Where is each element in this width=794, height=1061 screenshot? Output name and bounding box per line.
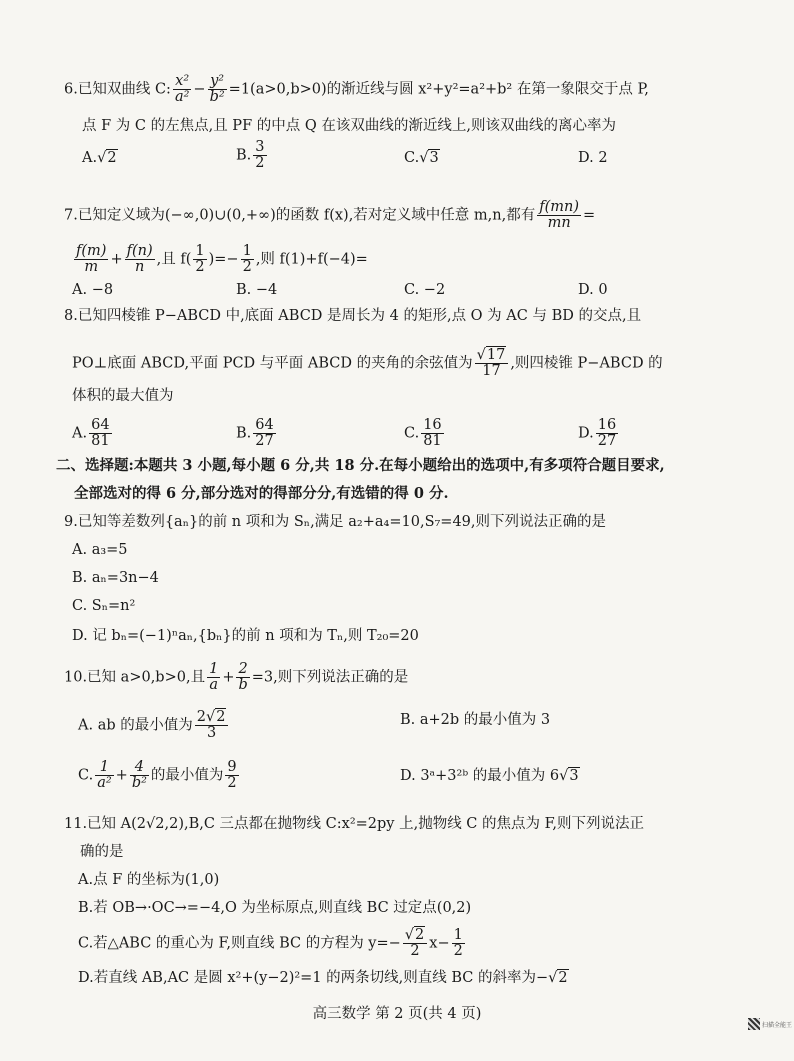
denominator: b² <box>209 89 225 105</box>
numerator: 1 <box>95 760 113 776</box>
radicand: 2 <box>216 709 226 725</box>
denominator: 2 <box>453 943 463 959</box>
denominator: 17 <box>482 363 501 379</box>
q10-option-a <box>78 710 230 741</box>
denominator: 3 <box>206 725 217 741</box>
numerator: 16 <box>423 417 442 433</box>
fraction <box>537 200 581 231</box>
fraction <box>421 418 443 449</box>
numerator: f(mn) <box>539 199 580 215</box>
q6-option-a: A.√2 <box>82 150 117 166</box>
q8-line2 <box>72 348 663 379</box>
coefficient: 2 <box>196 709 206 725</box>
q7-option-c: C. −2 <box>404 282 446 298</box>
option-text: 的最小值为 <box>150 767 224 784</box>
fraction <box>173 74 191 105</box>
option-label: B. <box>236 147 252 164</box>
q11-line2: 确的是 <box>80 844 124 860</box>
q7-option-d: D. 0 <box>578 282 608 298</box>
q11-option-d: D.若直线 AB,AC 是圆 x²+(y−2)²=1 的两条切线,则直线 BC 的斜率为−√2 <box>78 970 568 986</box>
fraction <box>125 244 155 275</box>
numerator: 1 <box>453 927 463 943</box>
q7-text: 7.已知定义域为(−∞,0)∪(0,+∞)的函数 f(x),若对定义域中任意 m,n,都有 <box>64 207 536 224</box>
denominator: b² <box>131 775 147 791</box>
q10-option-b: B. a+2b 的最小值为 3 <box>400 712 551 728</box>
numerator: 4 <box>130 760 149 776</box>
q10-stem <box>64 662 408 693</box>
denominator: 81 <box>423 433 442 449</box>
numerator: f(m) <box>76 243 107 259</box>
plus-sign: + <box>110 251 123 268</box>
q9-option-c: C. Sₙ=n² <box>72 598 136 614</box>
q11-line1: 11.已知 A(2√2,2),B,C 三点都在抛物线 C:x²=2py 上,抛物线 C 的焦点为 F,则下列说法正 <box>64 816 645 832</box>
q8-text: ,则四棱锥 P−ABCD 的 <box>510 355 663 372</box>
q6-option-b <box>236 140 269 171</box>
q7-text: ,且 f( <box>156 251 192 268</box>
option-label: B. <box>236 425 252 442</box>
q8-line3: 体积的最大值为 <box>72 388 174 404</box>
section-2-header: 二、选择题:本题共 3 小题,每小题 6 分,共 18 分.在每小题给出的选项中,有多项符合题目要求, <box>56 457 665 474</box>
q9-option-b: B. aₙ=3n−4 <box>72 570 159 586</box>
numerator: 3 <box>255 139 265 155</box>
option-label: C. <box>78 767 94 784</box>
radicand: 2 <box>558 970 568 986</box>
fraction <box>596 418 618 449</box>
scanner-logo: 扫描全能王 <box>762 1022 793 1029</box>
option-label: C. <box>404 425 420 442</box>
q7-text: )=− <box>208 251 239 268</box>
q6-text: 6.已知双曲线 C: <box>64 81 171 98</box>
fraction: $\frac{√2}{2}$ <box>403 928 427 959</box>
radicand: 3 <box>429 150 439 166</box>
q6-line1: 6.已知双曲线 C: $\frac{\text{x²}}{\text{a²}}$ − $\frac{\text{y²}}{\text{b²}}$ =1(a>0,b>0)的渐近线与圆 x²+y²=a²+b² 在第一象限交于点 P, <box>64 73 649 105</box>
option-label: A. <box>82 150 98 166</box>
q9-option-d: D. 记 bₙ=(−1)ⁿaₙ,{bₙ}的前 n 项和为 Tₙ,则 T₂₀=20 <box>72 628 419 644</box>
q8-line1: 8.已知四棱锥 P−ABCD 中,底面 ABCD 是周长为 4 的矩形,点 O 为 AC 与 BD 的交点,且 <box>64 308 642 324</box>
q6-line2: 点 F 为 C 的左焦点,且 PF 的中点 Q 在该双曲线的渐近线上,则该双曲线的离心率为 <box>82 118 616 134</box>
numerator: 9 <box>227 759 237 775</box>
fraction <box>253 140 266 171</box>
q6-option-d: D. 2 <box>578 150 608 166</box>
q10-option-d: D. 3ᵃ+3²ᵇ 的最小值为 6√3 <box>400 768 579 784</box>
q6-option-c: C.√3 <box>404 150 439 166</box>
denominator: a² <box>97 775 112 791</box>
numerator: 64 <box>91 417 110 433</box>
numerator: 64 <box>255 417 274 433</box>
q10-text: =3,则下列说法正确的是 <box>251 669 409 686</box>
denominator: mn <box>547 215 571 231</box>
q9-option-a: A. a₃=5 <box>72 542 128 558</box>
option-label: D. <box>578 425 594 442</box>
fraction <box>74 244 108 275</box>
fraction <box>208 74 227 105</box>
denominator: a² <box>174 89 190 105</box>
q7-option-a: A. −8 <box>72 282 114 298</box>
q10-option-c: C. $\frac{1}{\text{a²}}$ + $\frac{4}{\text{b²}}$ 的最小值为 $\frac{9}{2}$ <box>78 759 237 791</box>
fraction <box>241 244 254 275</box>
denominator: n <box>134 259 145 275</box>
q11-option-a: A.点 F 的坐标为(1,0) <box>78 872 220 888</box>
option-text: C.若△ABC 的重心为 F,则直线 BC 的方程为 y=− <box>78 935 401 952</box>
fraction <box>452 928 465 959</box>
option-text: D.若直线 AB,AC 是圆 x²+(y−2)²=1 的两条切线,则直线 BC 的斜率为− <box>78 970 549 986</box>
fraction <box>236 662 249 693</box>
denominator: 81 <box>91 433 110 449</box>
fraction: $\frac{2√2}{3}$ <box>195 710 229 741</box>
fraction <box>95 760 113 791</box>
fraction: $\frac{√17}{17}$ <box>475 348 509 379</box>
numerator: 1 <box>209 661 219 677</box>
q9-stem: 9.已知等差数列{aₙ}的前 n 项和为 Sₙ,满足 a₂+a₄=10,S₇=49,则下列说法正确的是 <box>64 514 607 530</box>
q8-option-c <box>404 418 446 449</box>
fraction <box>130 760 149 791</box>
denominator: 2 <box>242 259 252 275</box>
q7-line1 <box>64 200 595 231</box>
numerator: 2 <box>236 662 249 678</box>
denominator: 27 <box>597 433 617 449</box>
q6-text: =1(a>0,b>0)的渐近线与圆 x²+y²=a²+b² 在第一象限交于点 P, <box>228 81 649 98</box>
numerator: 16 <box>597 417 617 433</box>
radicand: 2 <box>107 150 117 166</box>
q8-option-d <box>578 418 620 449</box>
denominator: m <box>84 259 99 275</box>
fraction <box>89 418 111 449</box>
q11-option-b: B.若 OB→·OC→=−4,O 为坐标原点,则直线 BC 过定点(0,2) <box>78 900 472 916</box>
fraction <box>225 760 238 791</box>
numerator: 1 <box>242 243 252 259</box>
numerator: 1 <box>195 243 205 259</box>
denominator: b <box>238 677 248 693</box>
option-text: D. 3ᵃ+3²ᵇ 的最小值为 6 <box>400 768 560 784</box>
fraction <box>193 244 206 275</box>
q11-option-c <box>78 928 467 959</box>
qr-code-icon <box>748 1018 760 1030</box>
page-footer: 高三数学 第 2 页(共 4 页) <box>312 1006 482 1022</box>
q10-text: 10.已知 a>0,b>0,且 <box>64 669 206 686</box>
denominator: 2 <box>410 943 420 959</box>
denominator: 2 <box>227 775 237 791</box>
q7-text: ,则 f(1)+f(−4)= <box>255 251 368 268</box>
option-label: A. <box>72 425 88 442</box>
denominator: 2 <box>255 155 265 171</box>
q7-option-b: B. −4 <box>236 282 278 298</box>
denominator: a <box>209 677 219 693</box>
section-2-header-cont: 全部选对的得 6 分,部分选对的得部分分,有选错的得 0 分. <box>74 485 449 502</box>
fraction <box>253 418 275 449</box>
option-text: x− <box>429 935 450 952</box>
plus-sign: + <box>222 669 235 686</box>
numerator: x² <box>173 74 191 90</box>
q8-text: PO⊥底面 ABCD,平面 PCD 与平面 ABCD 的夹角的余弦值为 <box>72 355 473 372</box>
q8-option-b <box>236 418 278 449</box>
radicand: 17 <box>486 347 506 363</box>
radicand: 2 <box>415 927 425 943</box>
q7-line2 <box>72 244 368 275</box>
equals-sign: = <box>583 207 596 224</box>
numerator: y² <box>208 74 227 90</box>
denominator: 27 <box>255 433 274 449</box>
fraction <box>207 662 220 693</box>
option-label: C. <box>404 150 420 166</box>
option-text: A. ab 的最小值为 <box>78 717 193 734</box>
q8-option-a <box>72 418 114 449</box>
radicand: 3 <box>569 768 579 784</box>
numerator: f(n) <box>126 243 153 259</box>
denominator: 2 <box>195 259 205 275</box>
